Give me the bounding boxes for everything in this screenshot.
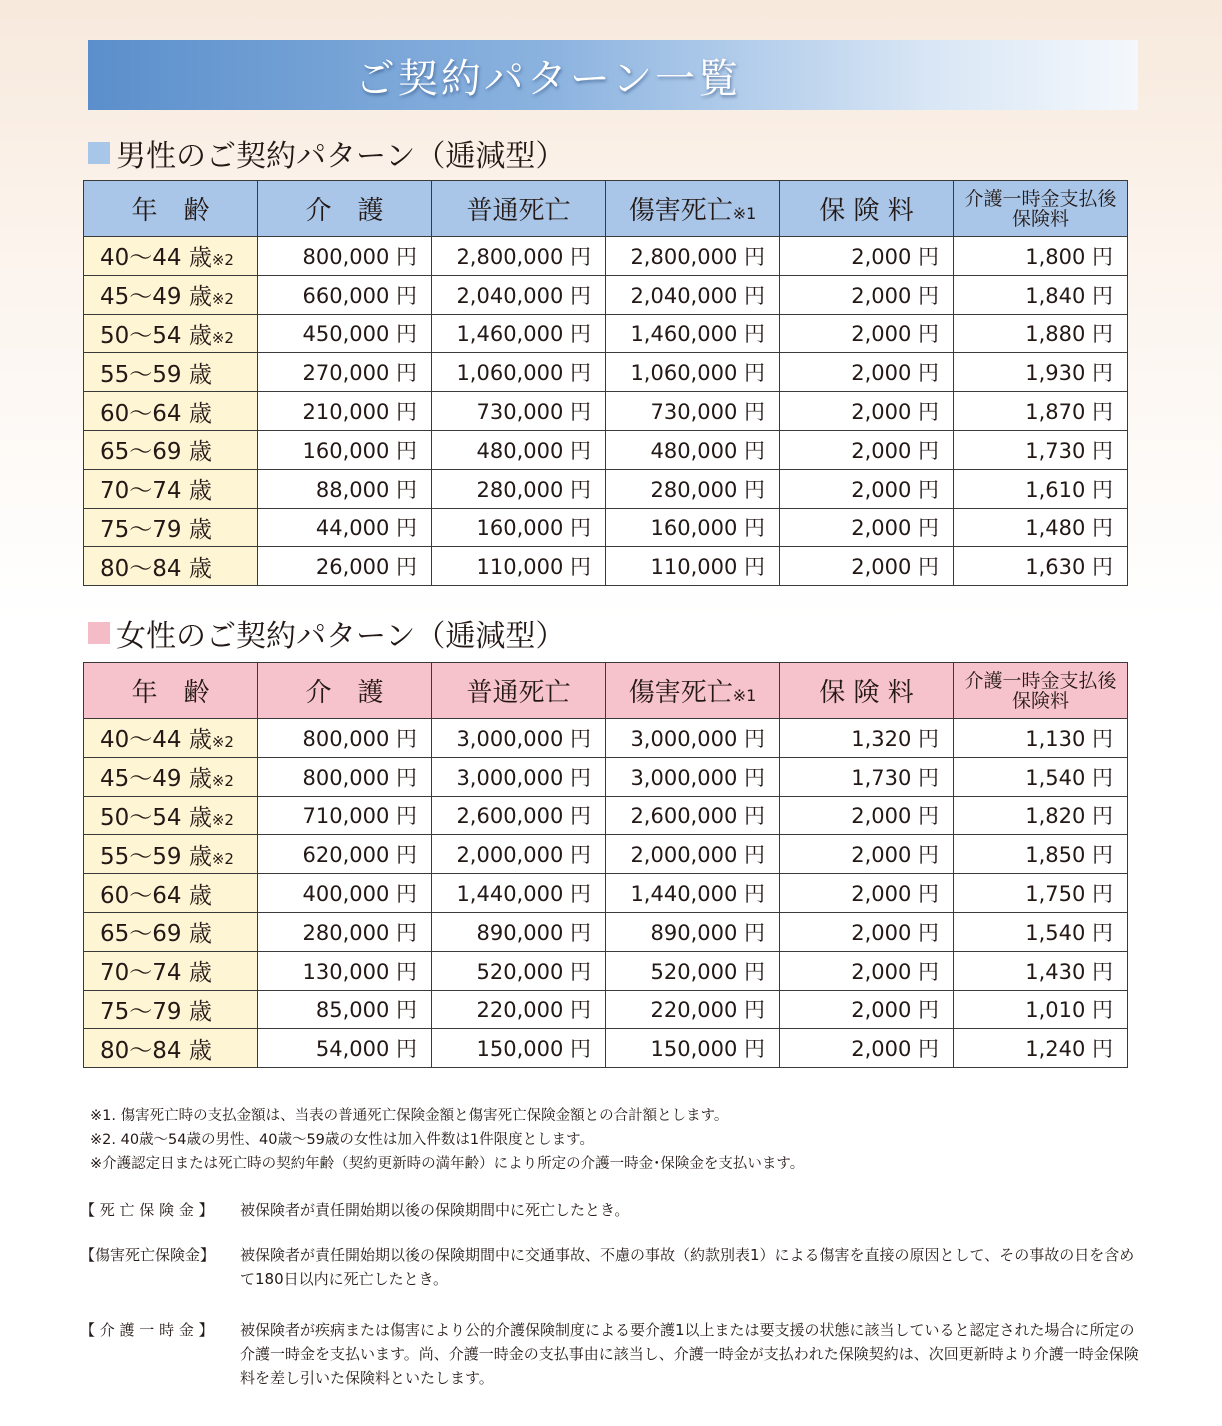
value-cell-hoken: 2,000 円 xyxy=(780,912,954,951)
value-cell-shogai: 2,800,000 円 xyxy=(606,237,780,276)
definition-term: 【傷害死亡保険金】 xyxy=(80,1246,216,1264)
age-cell xyxy=(84,874,258,913)
page-title: ご契約パターン一覧 xyxy=(354,55,742,102)
value-cell-kaigo: 800,000 円 xyxy=(258,757,432,796)
value-cell-kaigo: 710,000 円 xyxy=(258,796,432,835)
value-cell-shogai: 890,000 円 xyxy=(606,912,780,951)
value-cell-shogai: 110,000 円 xyxy=(606,547,780,586)
value-cell-after: 1,540 円 xyxy=(954,757,1128,796)
age-range: 45～49 歳 xyxy=(100,284,212,311)
header-after-line2: 保険料 xyxy=(1011,689,1069,712)
age-cell xyxy=(84,796,258,835)
value-cell-kaigo: 800,000 円 xyxy=(258,237,432,276)
header-futsu: 普通死亡 xyxy=(432,181,606,237)
value-cell-hoken: 2,000 円 xyxy=(780,237,954,276)
age-cell xyxy=(84,508,258,547)
value-cell-hoken: 2,000 円 xyxy=(780,275,954,314)
value-cell-futsu: 2,600,000 円 xyxy=(432,796,606,835)
age-range: 75～79 歳 xyxy=(100,516,212,543)
age-range: 40～44 歳 xyxy=(100,727,212,754)
value-cell-after: 1,010 円 xyxy=(954,990,1128,1029)
table-row xyxy=(84,275,1128,314)
table-row xyxy=(84,508,1128,547)
value-cell-shogai: 480,000 円 xyxy=(606,430,780,469)
value-cell-hoken: 2,000 円 xyxy=(780,796,954,835)
age-range: 65～69 歳 xyxy=(100,921,212,948)
age-range: 70～74 歳 xyxy=(100,478,212,505)
value-cell-futsu: 2,000,000 円 xyxy=(432,835,606,874)
age-cell xyxy=(84,275,258,314)
header-hoken: 保 険 料 xyxy=(780,181,954,237)
value-cell-futsu: 220,000 円 xyxy=(432,990,606,1029)
table-row xyxy=(84,353,1128,392)
value-cell-after: 1,870 円 xyxy=(954,392,1128,431)
age-range: 60～64 歳 xyxy=(100,400,212,427)
header-after xyxy=(954,663,1128,719)
value-cell-hoken: 2,000 円 xyxy=(780,392,954,431)
table-row xyxy=(84,951,1128,990)
value-cell-futsu: 280,000 円 xyxy=(432,469,606,508)
table-row xyxy=(84,835,1128,874)
definition-term: 【 介 護 一 時 金 】 xyxy=(80,1321,214,1339)
value-cell-hoken: 1,730 円 xyxy=(780,757,954,796)
value-cell-kaigo: 210,000 円 xyxy=(258,392,432,431)
value-cell-kaigo: 85,000 円 xyxy=(258,990,432,1029)
value-cell-shogai: 220,000 円 xyxy=(606,990,780,1029)
age-cell xyxy=(84,719,258,758)
male-section-title xyxy=(88,133,565,173)
value-cell-after: 1,850 円 xyxy=(954,835,1128,874)
value-cell-shogai: 1,060,000 円 xyxy=(606,353,780,392)
definition-desc: 被保険者が責任開始期以後の保険期間中に死亡したとき。 xyxy=(240,1201,630,1219)
age-cell xyxy=(84,237,258,276)
table-row xyxy=(84,314,1128,353)
value-cell-futsu: 730,000 円 xyxy=(432,392,606,431)
male-pattern-table xyxy=(83,180,1128,586)
table-header-row xyxy=(84,181,1128,237)
definition-desc: 被保険者が責任開始期以後の保険期間中に交通事故、不慮の事故（約款別表1）による傷害を直接の原因として、その事故の日を含めて180日以内に死亡したとき。 xyxy=(240,1246,1135,1288)
value-cell-hoken: 2,000 円 xyxy=(780,314,954,353)
header-age: 年 齢 xyxy=(84,663,258,719)
header-shogai xyxy=(606,181,780,237)
age-cell xyxy=(84,912,258,951)
value-cell-after: 1,750 円 xyxy=(954,874,1128,913)
header-age: 年 齢 xyxy=(84,181,258,237)
table-row xyxy=(84,719,1128,758)
age-range: 80～84 歳 xyxy=(100,555,212,582)
header-after-line2: 保険料 xyxy=(1011,207,1069,230)
age-cell xyxy=(84,1029,258,1068)
value-cell-futsu: 150,000 円 xyxy=(432,1029,606,1068)
value-cell-shogai: 280,000 円 xyxy=(606,469,780,508)
age-range: 55～59 歳 xyxy=(100,361,212,388)
footnotes xyxy=(90,1104,804,1176)
value-cell-futsu: 1,060,000 円 xyxy=(432,353,606,392)
header-kaigo: 介 護 xyxy=(258,663,432,719)
header-shogai-note: ※1 xyxy=(732,204,757,223)
value-cell-after: 1,610 円 xyxy=(954,469,1128,508)
table-row xyxy=(84,990,1128,1029)
value-cell-after: 1,930 円 xyxy=(954,353,1128,392)
header-hoken: 保 険 料 xyxy=(780,663,954,719)
value-cell-futsu: 1,460,000 円 xyxy=(432,314,606,353)
header-kaigo: 介 護 xyxy=(258,181,432,237)
age-cell xyxy=(84,951,258,990)
value-cell-kaigo: 130,000 円 xyxy=(258,951,432,990)
value-cell-after: 1,240 円 xyxy=(954,1029,1128,1068)
age-note: ※2 xyxy=(211,772,234,791)
header-after-line1: 介護一時金支払後 xyxy=(964,669,1117,692)
value-cell-hoken: 2,000 円 xyxy=(780,353,954,392)
age-range: 40～44 歳 xyxy=(100,245,212,272)
value-cell-kaigo: 280,000 円 xyxy=(258,912,432,951)
value-cell-futsu: 1,440,000 円 xyxy=(432,874,606,913)
value-cell-futsu: 520,000 円 xyxy=(432,951,606,990)
value-cell-shogai: 3,000,000 円 xyxy=(606,757,780,796)
value-cell-after: 1,800 円 xyxy=(954,237,1128,276)
age-note: ※2 xyxy=(211,733,234,752)
value-cell-futsu: 2,040,000 円 xyxy=(432,275,606,314)
value-cell-futsu: 3,000,000 円 xyxy=(432,757,606,796)
value-cell-hoken: 2,000 円 xyxy=(780,990,954,1029)
value-cell-after: 1,540 円 xyxy=(954,912,1128,951)
value-cell-kaigo: 450,000 円 xyxy=(258,314,432,353)
age-range: 50～54 歳 xyxy=(100,804,212,831)
table-row xyxy=(84,1029,1128,1068)
value-cell-after: 1,130 円 xyxy=(954,719,1128,758)
value-cell-kaigo: 800,000 円 xyxy=(258,719,432,758)
value-cell-futsu: 890,000 円 xyxy=(432,912,606,951)
age-range: 65～69 歳 xyxy=(100,439,212,466)
header-shogai xyxy=(606,663,780,719)
value-cell-shogai: 730,000 円 xyxy=(606,392,780,431)
value-cell-futsu: 3,000,000 円 xyxy=(432,719,606,758)
value-cell-kaigo: 160,000 円 xyxy=(258,430,432,469)
age-cell xyxy=(84,430,258,469)
age-cell xyxy=(84,547,258,586)
footnote-3: ※介護認定日または死亡時の契約年齢（契約更新時の満年齢）により所定の介護一時金･保険金を支払います。 xyxy=(90,1156,805,1172)
age-cell xyxy=(84,990,258,1029)
value-cell-hoken: 2,000 円 xyxy=(780,951,954,990)
age-range: 70～74 歳 xyxy=(100,960,212,987)
value-cell-after: 1,430 円 xyxy=(954,951,1128,990)
value-cell-futsu: 160,000 円 xyxy=(432,508,606,547)
value-cell-hoken: 2,000 円 xyxy=(780,835,954,874)
age-range: 50～54 歳 xyxy=(100,322,212,349)
definition-death-benefit xyxy=(80,1198,1140,1222)
header-futsu: 普通死亡 xyxy=(432,663,606,719)
header-shogai-text: 傷害死亡 xyxy=(628,678,733,708)
age-range: 60～64 歳 xyxy=(100,882,212,909)
table-row xyxy=(84,469,1128,508)
table-row xyxy=(84,874,1128,913)
definition-accident-death-benefit xyxy=(80,1243,1140,1291)
value-cell-shogai: 1,460,000 円 xyxy=(606,314,780,353)
value-cell-shogai: 150,000 円 xyxy=(606,1029,780,1068)
blue-square-icon xyxy=(88,142,110,164)
age-note: ※2 xyxy=(211,328,234,347)
value-cell-shogai: 2,600,000 円 xyxy=(606,796,780,835)
footnote-2: ※2. 40歳～54歳の男性、40歳～59歳の女性は加入件数は1件限度とします。 xyxy=(90,1132,594,1148)
age-cell xyxy=(84,835,258,874)
table-row xyxy=(84,430,1128,469)
definition-desc: 被保険者が疾病または傷害により公的介護保険制度による要介護1以上または要支援の状態に該当していると認定された場合に所定の介護一時金を支払います。尚、介護一時金の支払事由に該当し、介護一時金が支払われた保険契約は、次回更新時より介護一時金保険料を差し引いた保険料といたします。 xyxy=(240,1321,1139,1387)
age-cell xyxy=(84,353,258,392)
value-cell-shogai: 3,000,000 円 xyxy=(606,719,780,758)
age-cell xyxy=(84,392,258,431)
value-cell-futsu: 480,000 円 xyxy=(432,430,606,469)
value-cell-kaigo: 660,000 円 xyxy=(258,275,432,314)
male-section-title-text: 男性のご契約パターン（逓減型） xyxy=(116,139,566,174)
table-row xyxy=(84,796,1128,835)
table-row xyxy=(84,757,1128,796)
value-cell-hoken: 2,000 円 xyxy=(780,430,954,469)
value-cell-kaigo: 620,000 円 xyxy=(258,835,432,874)
age-cell xyxy=(84,469,258,508)
header-shogai-text: 傷害死亡 xyxy=(628,196,733,226)
value-cell-after: 1,630 円 xyxy=(954,547,1128,586)
value-cell-hoken: 2,000 円 xyxy=(780,547,954,586)
value-cell-after: 1,730 円 xyxy=(954,430,1128,469)
definition-care-lump-sum xyxy=(80,1318,1140,1390)
value-cell-after: 1,880 円 xyxy=(954,314,1128,353)
age-cell xyxy=(84,757,258,796)
value-cell-after: 1,840 円 xyxy=(954,275,1128,314)
age-note: ※2 xyxy=(211,251,234,270)
table-row xyxy=(84,392,1128,431)
pink-square-icon xyxy=(88,622,110,644)
title-banner xyxy=(88,40,1138,110)
value-cell-kaigo: 54,000 円 xyxy=(258,1029,432,1068)
value-cell-shogai: 2,040,000 円 xyxy=(606,275,780,314)
value-cell-hoken: 2,000 円 xyxy=(780,508,954,547)
value-cell-shogai: 2,000,000 円 xyxy=(606,835,780,874)
age-range: 55～59 歳 xyxy=(100,843,212,870)
value-cell-hoken: 2,000 円 xyxy=(780,874,954,913)
value-cell-after: 1,820 円 xyxy=(954,796,1128,835)
table-header-row xyxy=(84,663,1128,719)
value-cell-kaigo: 400,000 円 xyxy=(258,874,432,913)
value-cell-kaigo: 88,000 円 xyxy=(258,469,432,508)
female-pattern-table xyxy=(83,662,1128,1068)
value-cell-kaigo: 26,000 円 xyxy=(258,547,432,586)
table-row xyxy=(84,912,1128,951)
value-cell-hoken: 2,000 円 xyxy=(780,1029,954,1068)
header-after xyxy=(954,181,1128,237)
value-cell-hoken: 2,000 円 xyxy=(780,469,954,508)
value-cell-shogai: 1,440,000 円 xyxy=(606,874,780,913)
value-cell-after: 1,480 円 xyxy=(954,508,1128,547)
age-note: ※2 xyxy=(211,290,234,309)
table-row xyxy=(84,237,1128,276)
value-cell-futsu: 2,800,000 円 xyxy=(432,237,606,276)
header-shogai-note: ※1 xyxy=(732,686,757,705)
age-note: ※2 xyxy=(211,810,234,829)
age-range: 80～84 歳 xyxy=(100,1037,212,1064)
table-row xyxy=(84,547,1128,586)
definition-term: 【 死 亡 保 険 金 】 xyxy=(80,1201,214,1219)
value-cell-shogai: 160,000 円 xyxy=(606,508,780,547)
female-section-title-text: 女性のご契約パターン（逓減型） xyxy=(116,619,566,654)
value-cell-kaigo: 270,000 円 xyxy=(258,353,432,392)
header-after-line1: 介護一時金支払後 xyxy=(964,187,1117,210)
value-cell-shogai: 520,000 円 xyxy=(606,951,780,990)
value-cell-hoken: 1,320 円 xyxy=(780,719,954,758)
footnote-1: ※1. 傷害死亡時の支払金額は、当表の普通死亡保険金額と傷害死亡保険金額との合計額とします。 xyxy=(90,1108,729,1124)
value-cell-futsu: 110,000 円 xyxy=(432,547,606,586)
value-cell-kaigo: 44,000 円 xyxy=(258,508,432,547)
age-range: 75～79 歳 xyxy=(100,998,212,1025)
age-cell xyxy=(84,314,258,353)
age-note: ※2 xyxy=(211,849,234,868)
female-section-title xyxy=(88,613,565,653)
age-range: 45～49 歳 xyxy=(100,766,212,793)
